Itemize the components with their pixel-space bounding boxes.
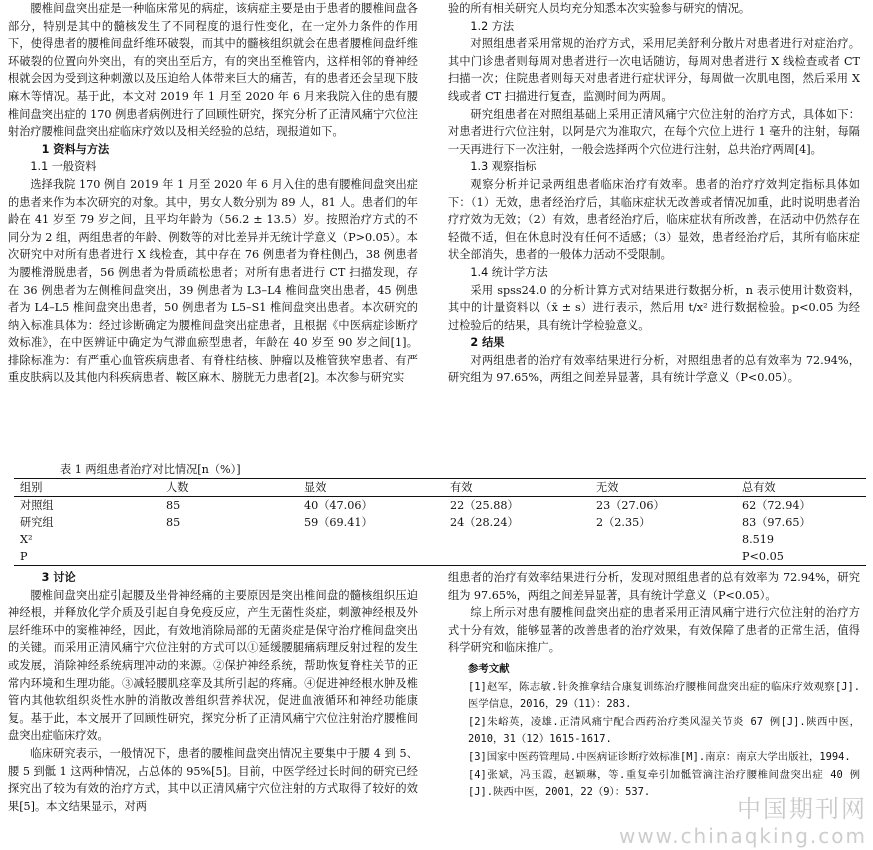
section-1-2-paragraph-1: 对照组患者采用常规的治疗方式，采用尼美舒利分散片对患者进行对症治疗。其中门诊患者则每周对患者进行一次电话随访，每周对患者进行 X 线检查或者 CT 扫描一次；住院患者则每天对患者进行症状评分，每周做一次肌电图，然后采用 X 线或者 CT 扫描进行复查，监测时间为两周。 — [448, 37, 860, 103]
table-cell: X² — [20, 533, 33, 546]
col-header-count: 人数 — [166, 481, 189, 494]
table-cell: 2（2.35） — [596, 516, 651, 529]
col-header-marked: 显效 — [304, 481, 327, 494]
section-1-heading: 1 资料与方法 — [41, 142, 110, 156]
discussion-paragraph-1: 腰椎间盘突出症引起腰及坐骨神经痛的主要原因是突出椎间盘的髓核组织压迫神经根，并释放化学介质及引起自身免疫反应，产生无菌性炎症，刺激神经根及外层纤维环中的窦椎神经，因此，有效地消除局部的无菌炎症是保守治疗椎间盘突出的关键。而采用正清风痛宁穴位注射的方式可以①延缓腰腿痛病理反射过程的发生或发展，消除神经系统病理冲动的来源。②保护神经系统，帮助恢复脊柱关节的正常内环境和生理功能。③减轻腰肌痉挛及其所引起的疼痛。④促进神经根水肿及椎管内其他软组织炎性水肿的消散改善组织营养状况，促进血液循环和神经功能康复。基于此，本文展开了回顾性研究，探究分析了正清风痛宁穴位注射治疗腰椎间盘突出症临床疗效。 — [8, 588, 418, 743]
references-heading: 参考文献 — [468, 662, 510, 675]
conclusion-paragraph: 综上所示对患有腰椎间盘突出症的患者采用正清风痛宁进行穴位注射的治疗方式十分有效，能够显著的改善患者的治疗效果，有效保障了患者的正常生活，值得科学研究和临床推广。 — [448, 606, 860, 655]
table-cell: 85 — [166, 516, 181, 529]
table-cell: 22（25.88） — [450, 499, 519, 512]
table-caption: 表 1 两组患者治疗对比情况[n（%）] — [60, 463, 241, 476]
table-cell: 85 — [166, 499, 181, 512]
intro-paragraph: 腰椎间盘突出症是一种临床常见的病症，该病症主要是由于患者的腰椎间盘各部分，特别是其中的髓核发生了不同程度的退行性变化，在一定外力条件的作用下，使得患者的腰椎间盘纤维环破裂，而其中的髓核组织就会在患者腰椎间盘纤维环破裂的位置向外突出，有的突出至后方，有的突出至椎管内，这样相邻的脊神经根就会因为受到这种刺激以及压迫给人体带来巨大的痛苦，有的患者还会呈现下肢麻木等情况。基于此，本文对 2019 年 1 月至 2020 年 6 月来我院入住的患有腰椎间盘突出症的 170 例患者病例进行了回顾性研究，探究分析了正清风痛宁穴位注射治疗腰椎间盘突出症临床疗效以及相关经验的总结，现报道如下。 — [8, 2, 418, 139]
col-header-group: 组别 — [20, 481, 43, 494]
table-cell — [298, 548, 444, 566]
section-1-4-paragraph: 采用 spss24.0 的分析计算方式对结果进行数据分析，n 表示使用计数资料，其中的计量资料以（x̄ ± s）进行表示，然后用 t/x² 进行数据检验。p<0.05 为经过检验后的结果，具有统计学检验意义。 — [448, 283, 860, 332]
discussion-paragraph-2: 临床研究表示，一般情况下，患者的腰椎间盘突出情况主要集中于腰 4 到 5、腰 5 到骶 1 这两种情况，占总体的 95%[5]。目前，中医学经过长时间的研究已经探究出了较为有效的治疗方式，其中以正清风痛宁穴位注射的方式取得了较好的效果[5]。本文结果显示，对两 — [8, 746, 418, 813]
reference-item: [4]张斌，冯玉霞，赵颖琳，等.重复牵引加骶管滴注治疗腰椎间盘突出症 40 例[J].陕西中医，2001，22（9）：537. — [468, 768, 860, 799]
section-1-3-paragraph: 观察分析并记录两组患者临床治疗有效率。患者的治疗疗效判定指标具体如下：（1）无效，患者经治疗后，其临床症状无改善或者情况加重，此时说明患者治疗疗效为无效；（2）有效，患者经治疗后，临床症状有所改善，在活动中仍然存在轻微不适，但在休息时没有任何不适感；（3）显效，患者经治疗后，其所有临床症状全部消失，患者的一般体力活动不受限制。 — [448, 177, 860, 262]
section-1-2-heading: 1.2 方法 — [470, 19, 515, 33]
table-cell: 24（28.24） — [450, 516, 519, 529]
table-cell: 62（72.94） — [742, 499, 811, 512]
reference-item: [1]赵军，陈志敏.针灸推拿结合康复训练治疗腰椎间盘突出症的临床疗效观察[J].医学信息，2016，29（11）：283. — [468, 680, 860, 711]
table-cell — [298, 531, 444, 548]
table-cell: 59（69.41） — [304, 516, 373, 529]
section-1-3-heading: 1.3 观察指标 — [470, 160, 537, 174]
right-column-top — [448, 0, 860, 387]
left-column-top — [8, 0, 418, 387]
watermark-title: 中国期刊网 — [737, 795, 867, 823]
left-column-bottom — [8, 569, 418, 815]
right-column-bottom — [448, 569, 860, 802]
table-cell — [444, 531, 590, 548]
table-row — [14, 514, 866, 531]
watermark-url: www.chinaqking.com — [618, 824, 867, 848]
section-2-paragraph: 对两组患者的治疗有效率结果进行分析，对照组患者的总有效率为 72.94%，研究组为 97.65%，两组之间差异显著，具有统计学意义（P<0.05）。 — [448, 353, 860, 385]
table-cell: 对照组 — [20, 499, 54, 512]
table-cell: 8.519 — [742, 533, 775, 546]
table-cell — [160, 531, 298, 548]
reference-item: [3]国家中医药管理局.中医病证诊断疗效标准[M].南京：南京大学出版社，1994. — [468, 750, 851, 763]
section-3-heading: 3 讨论 — [41, 571, 76, 584]
references-section — [448, 661, 860, 802]
discussion-continued-paragraph: 组患者的治疗有效率结果进行分析，发现对照组患者的总有效率为 72.94%，研究组为 97.65%，两组之间差异显著，具有统计学意义（P<0.05）。 — [448, 571, 860, 602]
continued-paragraph: 验的所有相关研究人员均充分知悉本次实验参与研究的情况。 — [448, 2, 751, 15]
table-cell — [160, 548, 298, 566]
col-header-ineffective: 无效 — [596, 481, 619, 494]
col-header-total: 总有效 — [742, 481, 776, 494]
section-1-4-heading: 1.4 统计学方法 — [470, 265, 548, 279]
table-cell: P — [20, 550, 28, 563]
table-cell — [590, 531, 736, 548]
table-cell: 研究组 — [20, 516, 54, 529]
section-1-1-paragraph: 选择我院 170 例自 2019 年 1 月至 2020 年 6 月入住的患有腰椎间盘突出症的患者来作为本次研究的对象。其中，男女人数分别为 89 人，81 人。患者们的年龄在 41 岁至 79 岁之间，且平均年龄为（56.2 ± 13.5）岁。按照治疗方式的不同分为 2 组，两组患者的年龄、例数等的对比差异并无统计学意义（P>0.05）。本次研究中对所有患者进行 X 线检查，其中存在 76 例患者为脊柱侧凸，38 例患者为腰椎滑脱患者，56 例患者为骨质疏松患者；对所有患者进行 CT 扫描发现，存在 36 例患者为左侧椎间盘突出，39 例患者为 L3–L4 椎间盘突出患者，45 例患者为 L4–L5 椎间盘突出患者，50 例患者为 L5–S1 椎间盘突出患者。本次研究的纳入标准具体为：经过诊断确定为腰椎间盘突出症患者，且根据《中医病症诊断疗效标准》，在中医辨证中确定为气滞血瘀型患者，年龄在 40 岁至 90 岁之间[1]。排除标准为：有严重心血管疾病患者、有脊柱结核、肿瘤以及椎管狭窄患者、有严重皮肤病以及其他内科疾病患者、鞍区麻木、膀胱无力患者[2]。本次参与研究实 — [8, 177, 418, 385]
table-cell — [590, 548, 736, 566]
table-row — [14, 531, 866, 548]
table-cell — [444, 548, 590, 566]
table-cell: 40（47.06） — [304, 499, 373, 512]
results-table — [14, 478, 866, 566]
table-cell: P<0.05 — [742, 550, 784, 563]
table-row — [14, 497, 866, 515]
col-header-effective: 有效 — [450, 481, 473, 494]
table-cell: 23（27.06） — [596, 499, 665, 512]
reference-item: [2]朱峪英，凌雄.正清风痛宁配合西药治疗类风湿关节炎 67 例[J].陕西中医，2010，31（12）1615-1617. — [468, 715, 860, 746]
section-1-1-heading: 1.1 一般资料 — [30, 160, 97, 174]
section-1-2-paragraph-2: 研究组患者在对照组基础上采用正清风痛宁穴位注射的治疗方式，具体如下：对患者进行穴位注射，以阿是穴为准取穴，在每个穴位上进行 1 毫升的注射，每隔一天再进行下一次注射，一般会选择两个穴位进行注射，总共治疗两周[4]。 — [448, 107, 860, 156]
table-cell: 83（97.65） — [742, 516, 811, 529]
table-row — [14, 548, 866, 566]
section-2-heading: 2 结果 — [470, 336, 505, 350]
table-header-row — [14, 479, 866, 497]
